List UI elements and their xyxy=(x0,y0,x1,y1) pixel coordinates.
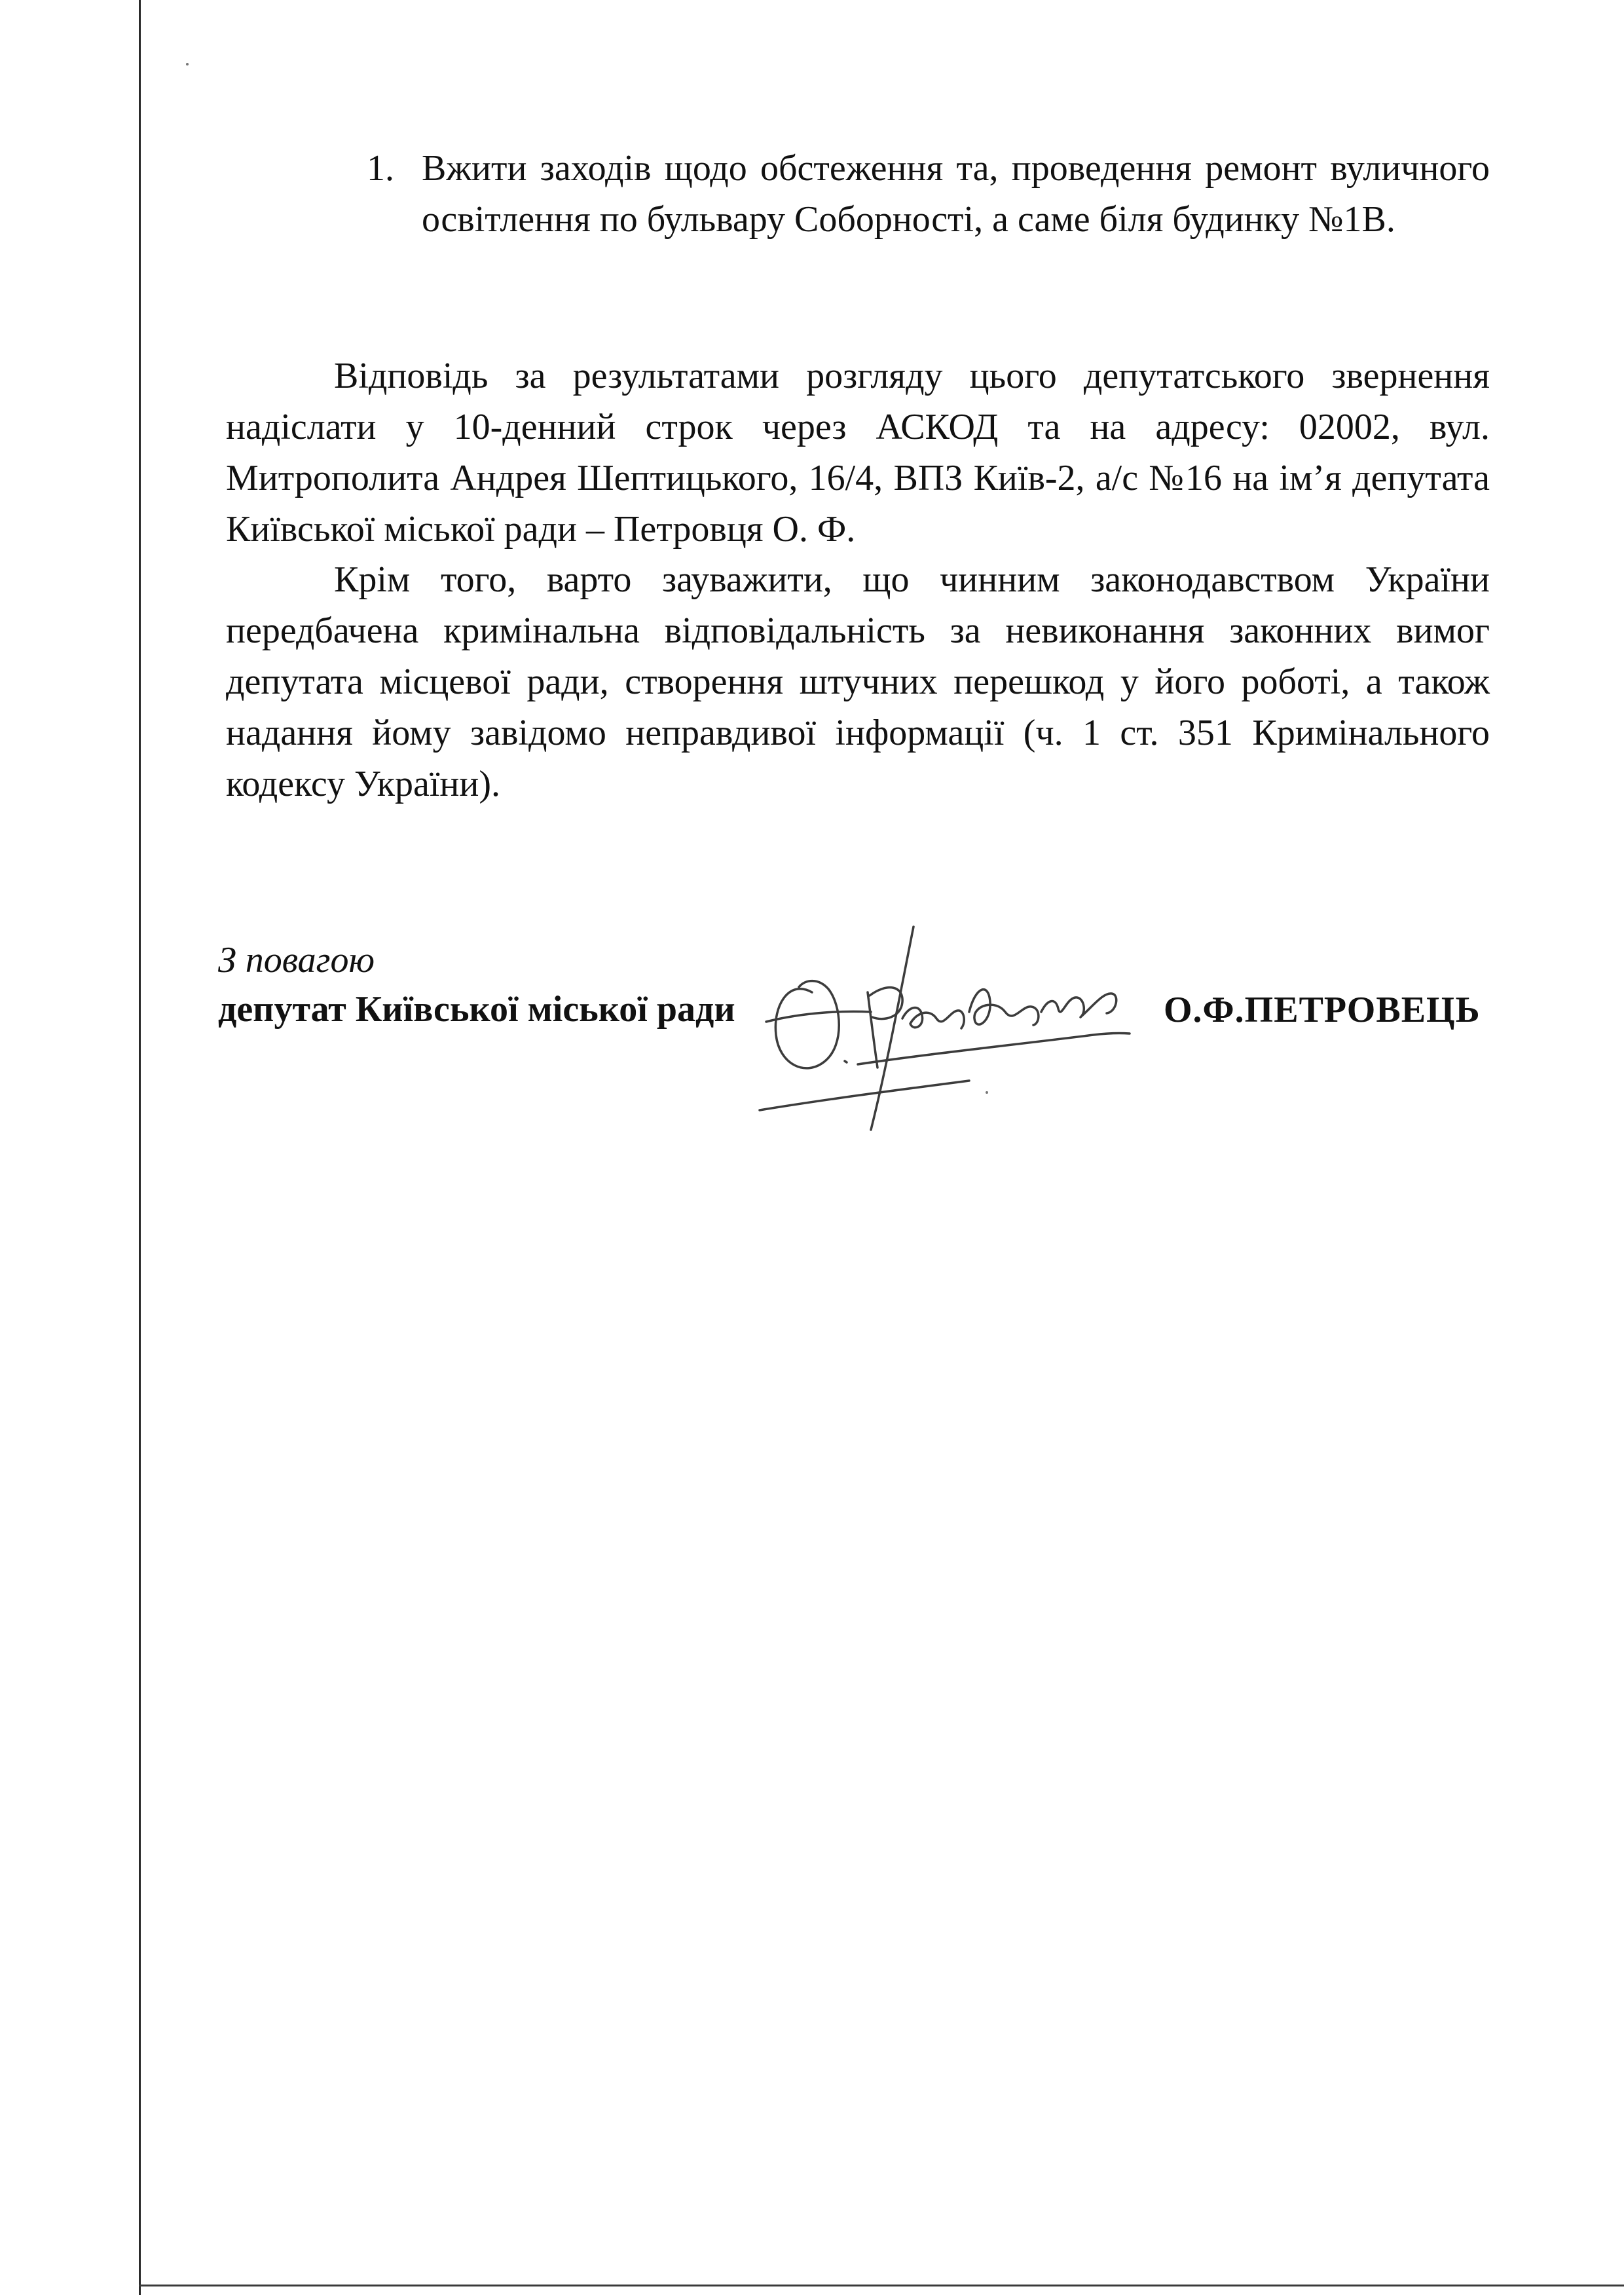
closing-salutation: З повагою xyxy=(218,940,375,980)
list-item-number: 1. xyxy=(367,148,394,189)
list-item-1 xyxy=(367,143,1490,245)
list-item-text: Вжити заходів щодо обстеження та, проведення ремонт вуличного освітлення по бульвару Соборності, а саме біля будинку №1В. xyxy=(422,148,1490,240)
scan-left-border xyxy=(139,0,141,2295)
signatory-title: депутат Київської міської ради xyxy=(218,989,735,1030)
signatory-name: О.Ф.ПЕТРОВЕЦЬ xyxy=(1164,990,1481,1030)
handwritten-signature xyxy=(753,914,1146,1136)
scan-speck xyxy=(186,63,189,65)
paragraph-legal-notice: Крім того, варто зауважити, що чинним законодавством України передбачена кримінальна відповідальність за невиконання законних вимог депутата місцевої ради, створення штучних перешкод у його роботі, а також надання йому завідомо неправдивої інформації (ч. 1 ст. 351 Кримінального кодексу України). xyxy=(226,559,1490,804)
scan-bottom-border xyxy=(139,2285,1624,2286)
paragraph-response-address: Відповідь за результатами розгляду цього депутатського звернення надіслати у 10-денний строк через АСКОД та на адресу: 02002, вул. Митрополита Андрея Шептицького, 16/4, ВПЗ Київ-2, а/с №16 на ім’я депутата Київської міської ради – Петровця О. Ф. xyxy=(226,356,1490,550)
